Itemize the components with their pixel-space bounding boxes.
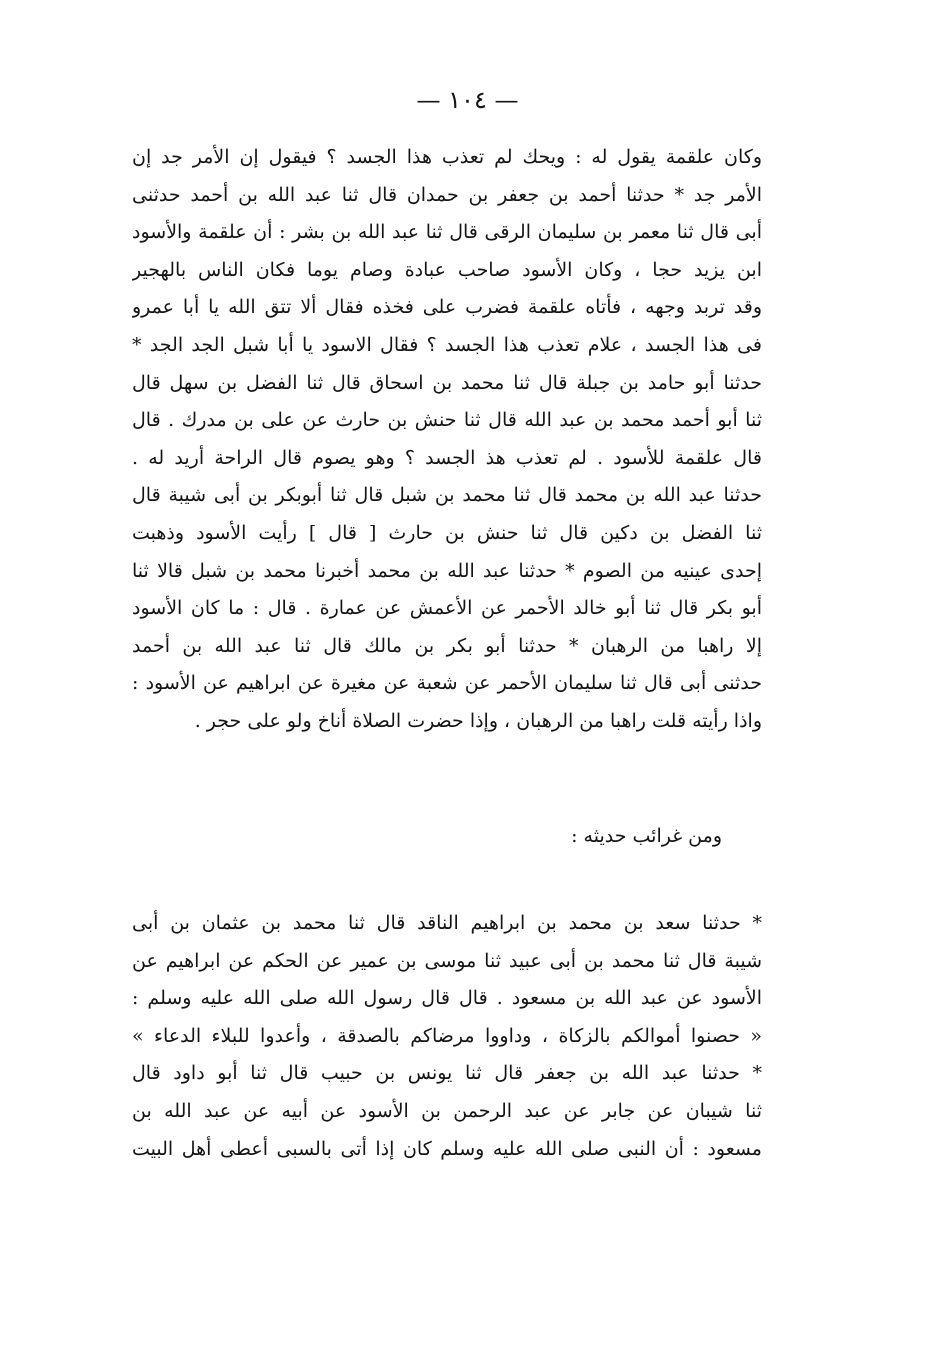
main-text-block — [132, 139, 762, 741]
text-line: قال علقمة للأسود . لم تعذب هذ الجسد ؟ وهو يصوم قال الراحة أريد له . — [132, 446, 762, 469]
text-line: إلا راهبا من الرهبان * حدثنا أبو بكر بن مالك قال ثنا عبد الله بن أحمد — [132, 634, 762, 657]
hadith-text-block — [132, 905, 762, 1168]
text-line: حدثنا أبو حامد بن جبلة قال ثنا محمد بن اسحاق قال ثنا الفضل بن سهل قال — [132, 371, 762, 394]
text-line: فى هذا الجسد ، علام تعذب هذا الجسد ؟ فقال الاسود يا أبا شبل الجد الجد * — [132, 333, 762, 356]
text-line: * حدثنا عبد الله بن جعفر قال ثنا يونس بن حبيب قال ثنا أبو داود قال — [132, 1062, 762, 1085]
text-line: مسعود : أن النبى صلى الله عليه وسلم كان إذا أتى بالسبى أعطى أهل البيت — [132, 1137, 762, 1160]
text-line: أبو بكر قال ثنا أبو خالد الأحمر عن الأعمش عن عمارة . قال : ما كان الأسود — [132, 597, 762, 620]
text-line: حدثنى أبى قال ثنا سليمان الأحمر عن شعبة عن مغيرة عن ابراهيم عن الأسود : — [132, 672, 762, 695]
text-line: « حصنوا أموالكم بالزكاة ، وداووا مرضاكم بالصدقة ، وأعدوا للبلاء الدعاء » — [132, 1024, 762, 1047]
text-line: وكان علقمة يقول له : ويحك لم تعذب هذا الجسد ؟ فيقول إن الأمر جد إن — [132, 146, 762, 168]
text-line: إحدى عينيه من الصوم * حدثنا عبد الله بن محمد أخبرنا محمد بن شبل قالا ثنا — [132, 559, 762, 582]
text-line: ثنا شيبان عن جابر عن عبد الرحمن بن الأسود عن أبيه عن عبد الله بن — [132, 1099, 762, 1122]
text-line: ابن يزيد حجا ، وكان الأسود صاحب عبادة وصام يوما فكان الناس بالهجير — [132, 258, 762, 281]
text-line: أبى قال ثنا معمر بن سليمان الرقى قال ثنا عبد الله بن بشر : أن علقمة والأسود — [132, 221, 762, 244]
text-line: وقد تربد وجهه ، فأتاه علقمة فضرب على فخذه فقال ألا تتق الله يا أبا عمرو — [132, 296, 762, 319]
text-line: واذا رأيته قلت راهبا من الرهبان ، وإذا حضرت الصلاة أناخ ولو على حجر . — [194, 709, 762, 732]
text-line: الأمر جد * حدثنا أحمد بن جعفر بن حمدان قال ثنا عبد الله بن أحمد حدثنى — [132, 183, 762, 206]
text-line: * حدثنا سعد بن محمد بن ابراهيم الناقد قال ثنا محمد بن عثمان بن أبى — [132, 912, 762, 934]
page-number: — ١٠٤ — — [416, 86, 519, 114]
text-line: الأسود عن عبد الله بن مسعود . قال قال رسول الله صلى الله عليه وسلم : — [132, 987, 762, 1010]
section-heading: ومن غرائب حديثه : — [571, 825, 722, 847]
text-line: شيبة قال ثنا محمد بن أبى عبيد ثنا موسى بن عمير عن الحكم عن ابراهيم عن — [132, 949, 762, 972]
text-line: ثنا أبو أحمد محمد بن عبد الله قال ثنا حنش بن حارث عن على بن مدرك . قال — [132, 409, 762, 432]
text-line: حدثنا عبد الله بن محمد قال ثنا محمد بن شبل قال ثنا أبوبكر بن أبى شيبة قال — [132, 484, 762, 507]
text-line: ثنا الفضل بن دكين قال ثنا حنش بن حارث [ قال ] رأيت الأسود وذهبت — [132, 521, 762, 544]
